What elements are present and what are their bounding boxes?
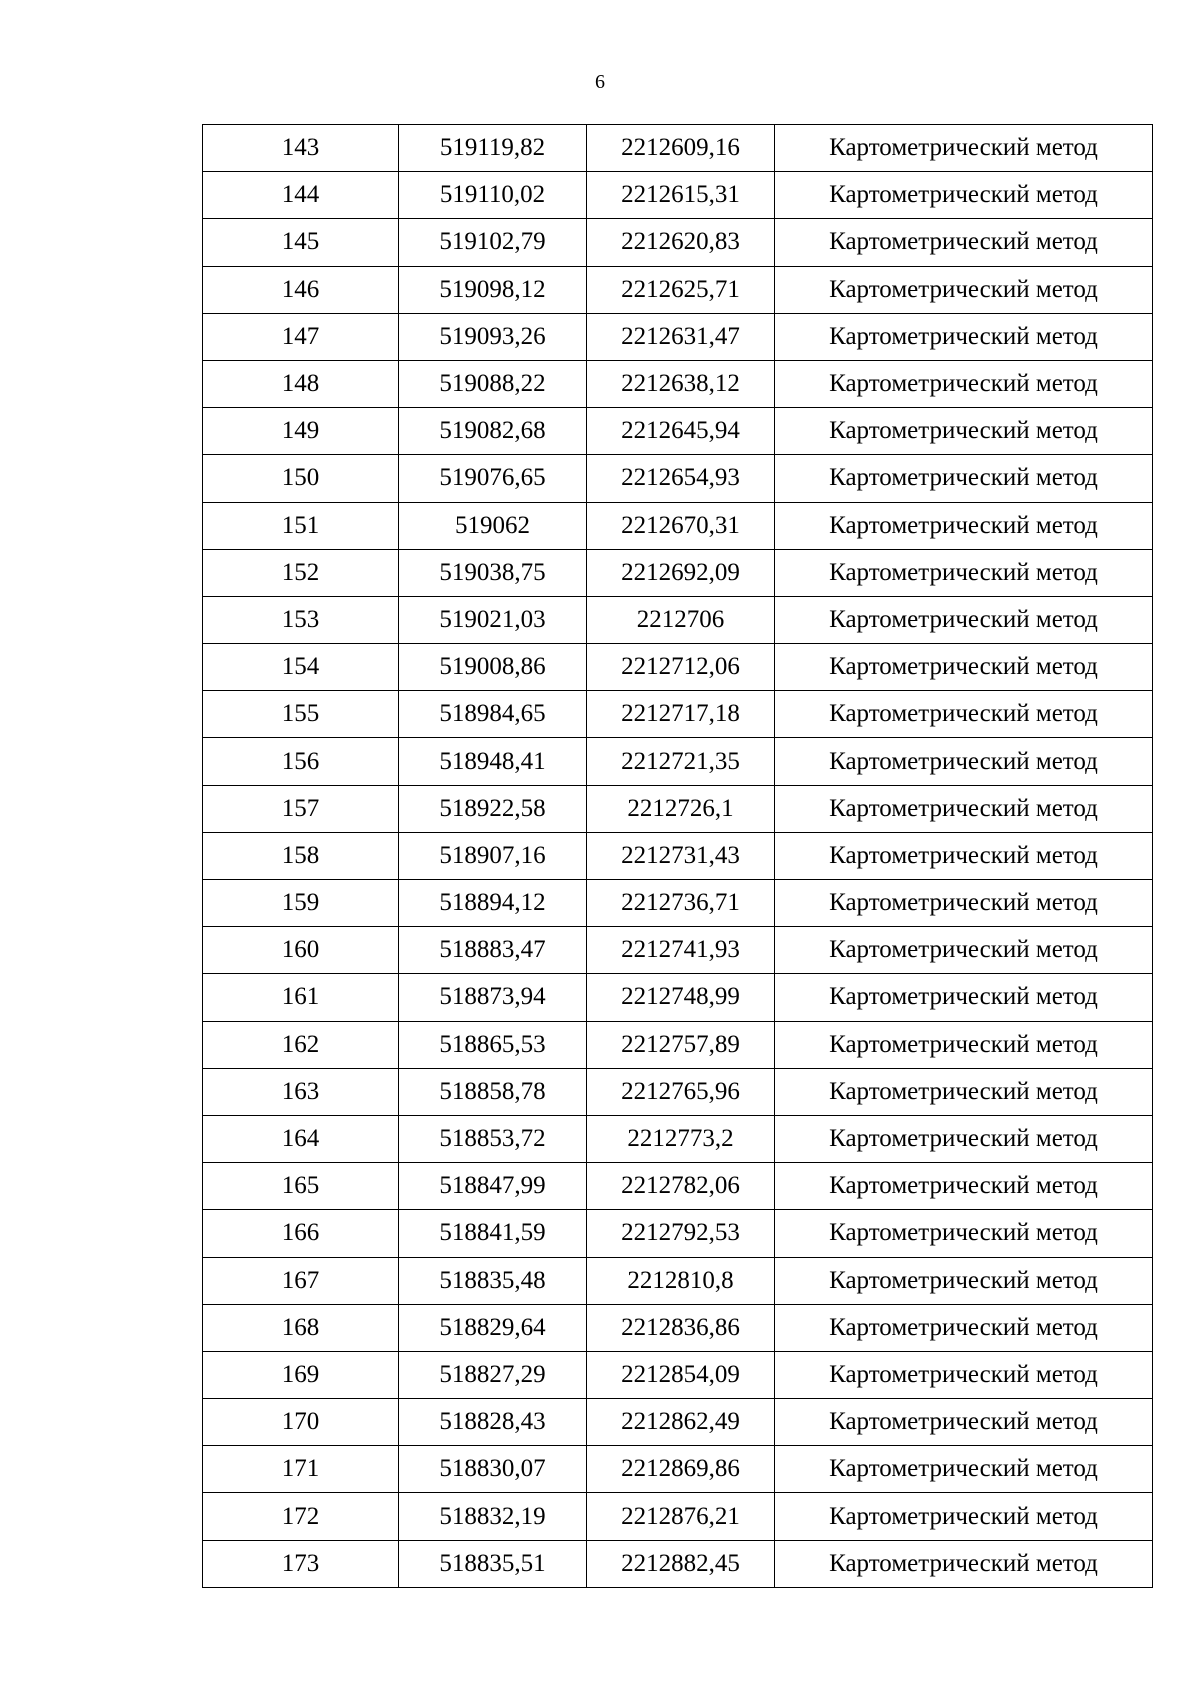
table-row (203, 408, 1153, 455)
method-cell: Картометрический метод (775, 691, 1153, 738)
table-row (203, 927, 1153, 974)
table-row (203, 738, 1153, 785)
y-coordinate-cell: 2212757,89 (587, 1021, 775, 1068)
y-coordinate-cell: 2212717,18 (587, 691, 775, 738)
point-number-cell: 168 (203, 1304, 399, 1351)
point-number-cell: 147 (203, 313, 399, 360)
y-coordinate-cell: 2212765,96 (587, 1068, 775, 1115)
point-number-cell: 151 (203, 502, 399, 549)
method-cell: Картометрический метод (775, 1021, 1153, 1068)
method-cell: Картометрический метод (775, 1068, 1153, 1115)
table-row (203, 313, 1153, 360)
point-number-cell: 157 (203, 785, 399, 832)
y-coordinate-cell: 2212721,35 (587, 738, 775, 785)
point-number-cell: 152 (203, 549, 399, 596)
x-coordinate-cell: 518883,47 (399, 927, 587, 974)
x-coordinate-cell: 519082,68 (399, 408, 587, 455)
method-cell: Картометрический метод (775, 1351, 1153, 1398)
point-number-cell: 160 (203, 927, 399, 974)
y-coordinate-cell: 2212625,71 (587, 266, 775, 313)
x-coordinate-cell: 519038,75 (399, 549, 587, 596)
x-coordinate-cell: 518873,94 (399, 974, 587, 1021)
y-coordinate-cell: 2212876,21 (587, 1493, 775, 1540)
method-cell: Картометрический метод (775, 1163, 1153, 1210)
table-row (203, 172, 1153, 219)
point-number-cell: 163 (203, 1068, 399, 1115)
x-coordinate-cell: 519119,82 (399, 125, 587, 172)
x-coordinate-cell: 518847,99 (399, 1163, 587, 1210)
table-row (203, 1163, 1153, 1210)
point-number-cell: 159 (203, 880, 399, 927)
y-coordinate-cell: 2212726,1 (587, 785, 775, 832)
table-row (203, 1257, 1153, 1304)
point-number-cell: 161 (203, 974, 399, 1021)
y-coordinate-cell: 2212609,16 (587, 125, 775, 172)
method-cell: Картометрический метод (775, 1399, 1153, 1446)
x-coordinate-cell: 519062 (399, 502, 587, 549)
method-cell: Картометрический метод (775, 1257, 1153, 1304)
method-cell: Картометрический метод (775, 1210, 1153, 1257)
y-coordinate-cell: 2212792,53 (587, 1210, 775, 1257)
method-cell: Картометрический метод (775, 1446, 1153, 1493)
table-row (203, 1068, 1153, 1115)
method-cell: Картометрический метод (775, 172, 1153, 219)
point-number-cell: 166 (203, 1210, 399, 1257)
x-coordinate-cell: 518835,48 (399, 1257, 587, 1304)
method-cell: Картометрический метод (775, 832, 1153, 879)
x-coordinate-cell: 518984,65 (399, 691, 587, 738)
point-number-cell: 156 (203, 738, 399, 785)
x-coordinate-cell: 518907,16 (399, 832, 587, 879)
x-coordinate-cell: 519021,03 (399, 596, 587, 643)
y-coordinate-cell: 2212869,86 (587, 1446, 775, 1493)
x-coordinate-cell: 518853,72 (399, 1115, 587, 1162)
table-row (203, 785, 1153, 832)
table-row (203, 974, 1153, 1021)
y-coordinate-cell: 2212773,2 (587, 1115, 775, 1162)
y-coordinate-cell: 2212670,31 (587, 502, 775, 549)
point-number-cell: 148 (203, 360, 399, 407)
point-number-cell: 154 (203, 644, 399, 691)
table-row (203, 219, 1153, 266)
table-row (203, 360, 1153, 407)
method-cell: Картометрический метод (775, 880, 1153, 927)
table-row (203, 596, 1153, 643)
method-cell: Картометрический метод (775, 502, 1153, 549)
method-cell: Картометрический метод (775, 549, 1153, 596)
y-coordinate-cell: 2212748,99 (587, 974, 775, 1021)
method-cell: Картометрический метод (775, 219, 1153, 266)
y-coordinate-cell: 2212741,93 (587, 927, 775, 974)
point-number-cell: 165 (203, 1163, 399, 1210)
table-row (203, 1399, 1153, 1446)
table-row (203, 125, 1153, 172)
point-number-cell: 173 (203, 1540, 399, 1587)
point-number-cell: 145 (203, 219, 399, 266)
coordinates-table-body (203, 125, 1153, 1588)
y-coordinate-cell: 2212810,8 (587, 1257, 775, 1304)
y-coordinate-cell: 2212862,49 (587, 1399, 775, 1446)
point-number-cell: 146 (203, 266, 399, 313)
y-coordinate-cell: 2212645,94 (587, 408, 775, 455)
method-cell: Картометрический метод (775, 974, 1153, 1021)
point-number-cell: 158 (203, 832, 399, 879)
y-coordinate-cell: 2212782,06 (587, 1163, 775, 1210)
x-coordinate-cell: 518829,64 (399, 1304, 587, 1351)
y-coordinate-cell: 2212836,86 (587, 1304, 775, 1351)
method-cell: Картометрический метод (775, 1304, 1153, 1351)
x-coordinate-cell: 518830,07 (399, 1446, 587, 1493)
coordinates-table (202, 124, 1153, 1588)
x-coordinate-cell: 519098,12 (399, 266, 587, 313)
x-coordinate-cell: 518865,53 (399, 1021, 587, 1068)
table-row (203, 502, 1153, 549)
table-row (203, 691, 1153, 738)
table-row (203, 880, 1153, 927)
point-number-cell: 171 (203, 1446, 399, 1493)
table-row (203, 644, 1153, 691)
method-cell: Картометрический метод (775, 455, 1153, 502)
point-number-cell: 155 (203, 691, 399, 738)
table-row (203, 1210, 1153, 1257)
y-coordinate-cell: 2212854,09 (587, 1351, 775, 1398)
x-coordinate-cell: 518894,12 (399, 880, 587, 927)
table-row (203, 266, 1153, 313)
method-cell: Картометрический метод (775, 1493, 1153, 1540)
page-number: 6 (595, 71, 605, 93)
x-coordinate-cell: 518827,29 (399, 1351, 587, 1398)
x-coordinate-cell: 519093,26 (399, 313, 587, 360)
table-row (203, 455, 1153, 502)
y-coordinate-cell: 2212638,12 (587, 360, 775, 407)
x-coordinate-cell: 519008,86 (399, 644, 587, 691)
method-cell: Картометрический метод (775, 313, 1153, 360)
x-coordinate-cell: 518948,41 (399, 738, 587, 785)
x-coordinate-cell: 519088,22 (399, 360, 587, 407)
y-coordinate-cell: 2212882,45 (587, 1540, 775, 1587)
x-coordinate-cell: 518832,19 (399, 1493, 587, 1540)
point-number-cell: 162 (203, 1021, 399, 1068)
x-coordinate-cell: 519102,79 (399, 219, 587, 266)
x-coordinate-cell: 518828,43 (399, 1399, 587, 1446)
table-row (203, 1304, 1153, 1351)
table-row (203, 1446, 1153, 1493)
point-number-cell: 167 (203, 1257, 399, 1304)
method-cell: Картометрический метод (775, 125, 1153, 172)
method-cell: Картометрический метод (775, 1540, 1153, 1587)
table-row (203, 1540, 1153, 1587)
x-coordinate-cell: 518841,59 (399, 1210, 587, 1257)
table-row (203, 832, 1153, 879)
y-coordinate-cell: 2212620,83 (587, 219, 775, 266)
method-cell: Картометрический метод (775, 408, 1153, 455)
point-number-cell: 164 (203, 1115, 399, 1162)
y-coordinate-cell: 2212712,06 (587, 644, 775, 691)
y-coordinate-cell: 2212731,43 (587, 832, 775, 879)
method-cell: Картометрический метод (775, 785, 1153, 832)
table-row (203, 1351, 1153, 1398)
x-coordinate-cell: 518922,58 (399, 785, 587, 832)
table-row (203, 1021, 1153, 1068)
x-coordinate-cell: 519076,65 (399, 455, 587, 502)
point-number-cell: 172 (203, 1493, 399, 1540)
method-cell: Картометрический метод (775, 738, 1153, 785)
y-coordinate-cell: 2212615,31 (587, 172, 775, 219)
y-coordinate-cell: 2212654,93 (587, 455, 775, 502)
method-cell: Картометрический метод (775, 596, 1153, 643)
point-number-cell: 150 (203, 455, 399, 502)
point-number-cell: 143 (203, 125, 399, 172)
y-coordinate-cell: 2212631,47 (587, 313, 775, 360)
method-cell: Картометрический метод (775, 360, 1153, 407)
point-number-cell: 149 (203, 408, 399, 455)
method-cell: Картометрический метод (775, 266, 1153, 313)
table-row (203, 1115, 1153, 1162)
point-number-cell: 153 (203, 596, 399, 643)
point-number-cell: 169 (203, 1351, 399, 1398)
table-row (203, 549, 1153, 596)
table-row (203, 1493, 1153, 1540)
method-cell: Картометрический метод (775, 644, 1153, 691)
y-coordinate-cell: 2212692,09 (587, 549, 775, 596)
method-cell: Картометрический метод (775, 1115, 1153, 1162)
y-coordinate-cell: 2212736,71 (587, 880, 775, 927)
point-number-cell: 170 (203, 1399, 399, 1446)
y-coordinate-cell: 2212706 (587, 596, 775, 643)
x-coordinate-cell: 518835,51 (399, 1540, 587, 1587)
point-number-cell: 144 (203, 172, 399, 219)
x-coordinate-cell: 519110,02 (399, 172, 587, 219)
x-coordinate-cell: 518858,78 (399, 1068, 587, 1115)
method-cell: Картометрический метод (775, 927, 1153, 974)
